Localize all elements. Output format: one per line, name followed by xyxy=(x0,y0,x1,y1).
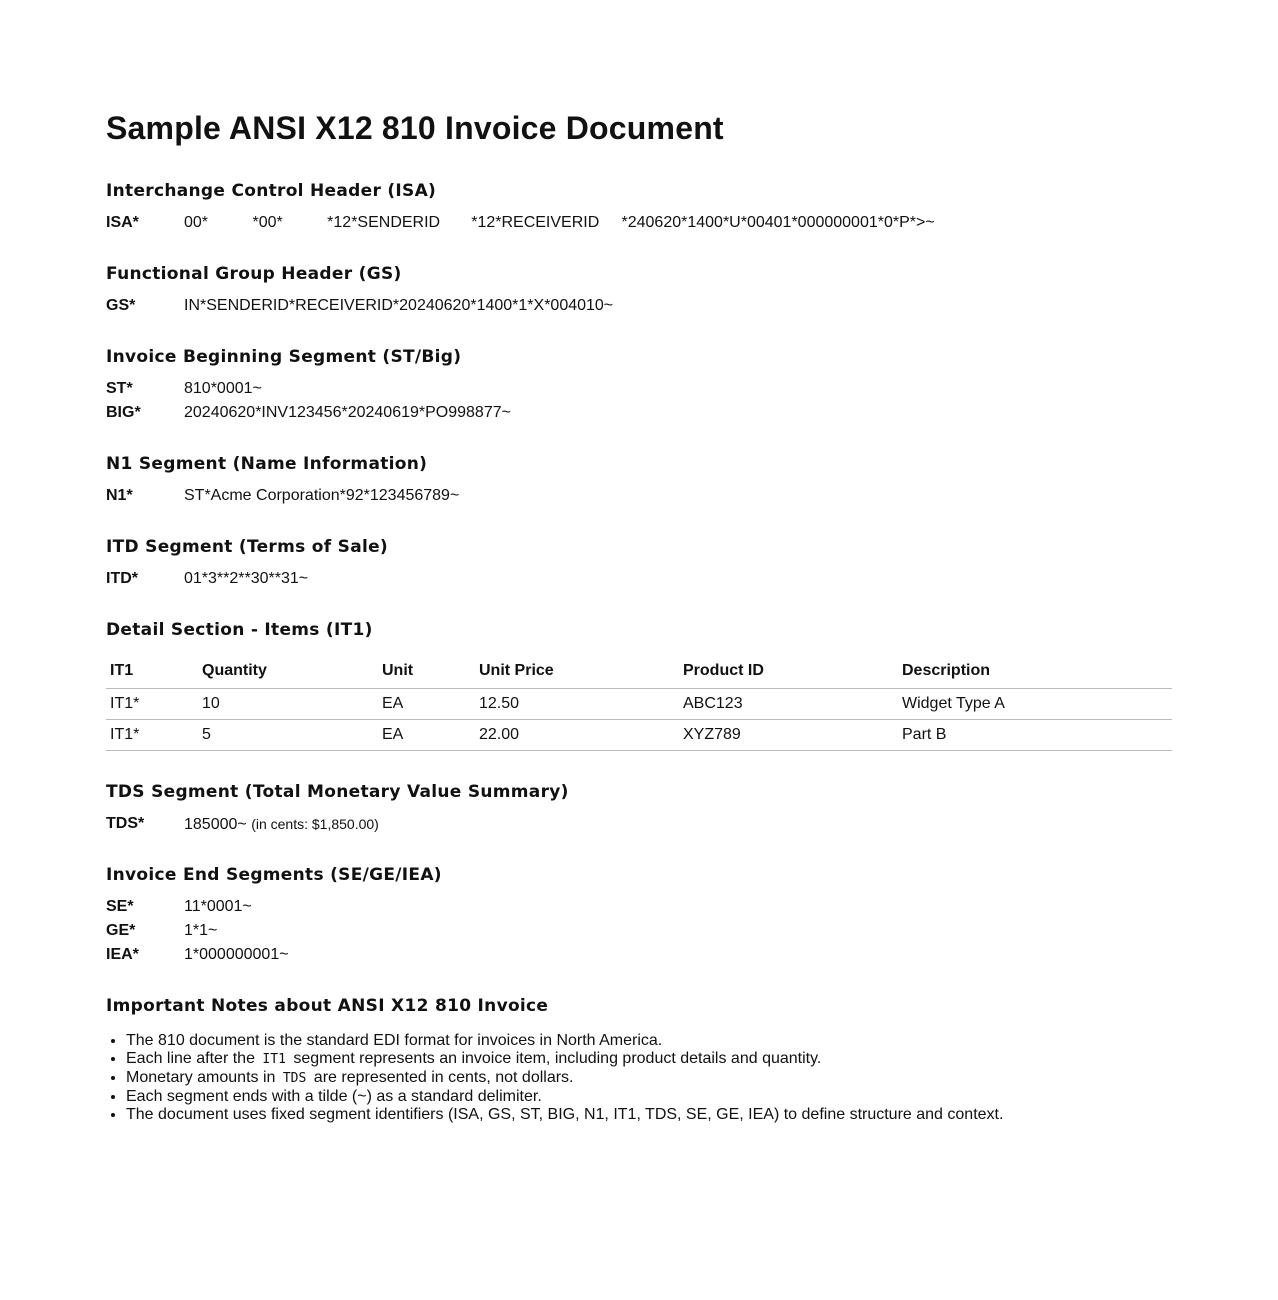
segment-id: ST* xyxy=(106,380,133,397)
segment-id: ITD* xyxy=(106,570,138,587)
section-title-st-big: Invoice Beginning Segment (ST/Big) xyxy=(106,347,462,367)
list-item xyxy=(126,1032,1186,1050)
segment-id: N1* xyxy=(106,487,133,504)
segment-id: IEA* xyxy=(106,946,139,963)
table-cell: IT1* xyxy=(106,689,198,720)
note-text: The 810 document is the standard EDI format for invoices in North America. xyxy=(126,1032,663,1049)
table-cell: IT1* xyxy=(106,720,198,751)
table-row xyxy=(106,689,1172,720)
note-text: Monetary amounts in xyxy=(126,1069,280,1086)
section-title-tds: TDS Segment (Total Monetary Value Summary) xyxy=(106,782,569,802)
list-item xyxy=(126,1050,1186,1069)
note-text: The document uses fixed segment identifiers (ISA, GS, ST, BIG, N1, IT1, TDS, SE, GE, IEA) to define structure and context. xyxy=(126,1106,1004,1123)
table-cell: 12.50 xyxy=(475,689,679,720)
section-title-detail: Detail Section - Items (IT1) xyxy=(106,620,373,640)
section-title-itd: ITD Segment (Terms of Sale) xyxy=(106,537,388,557)
segment-id: SE* xyxy=(106,898,134,915)
column-header: Quantity xyxy=(198,654,378,689)
segment-id: TDS* xyxy=(106,815,145,832)
note-text: Each line after the xyxy=(126,1050,260,1067)
segment-note: (in cents: $1,850.00) xyxy=(251,816,379,832)
inline-code: IT1 xyxy=(262,1052,286,1067)
table-cell: ABC123 xyxy=(679,689,898,720)
column-header: Unit Price xyxy=(475,654,679,689)
column-header: Description xyxy=(898,654,1172,689)
segment-value: 20240620*INV123456*20240619*PO998877~ xyxy=(184,404,511,421)
notes-list xyxy=(106,1032,1186,1124)
segment-value: 11*0001~ xyxy=(184,898,252,915)
segment-value: 01*3**2**30**31~ xyxy=(184,570,309,587)
segment-id: BIG* xyxy=(106,404,141,421)
items-table xyxy=(106,654,1172,751)
section-title-isa: Interchange Control Header (ISA) xyxy=(106,181,437,201)
table-cell: Widget Type A xyxy=(898,689,1172,720)
segment-id: GE* xyxy=(106,922,136,939)
table-cell: 10 xyxy=(198,689,378,720)
table-cell: XYZ789 xyxy=(679,720,898,751)
segment-value-group xyxy=(184,813,379,836)
table-cell: EA xyxy=(378,689,475,720)
note-text: are represented in cents, not dollars. xyxy=(309,1069,574,1086)
column-header: Product ID xyxy=(679,654,898,689)
column-header: IT1 xyxy=(106,654,198,689)
list-item xyxy=(126,1069,1186,1088)
table-row xyxy=(106,720,1172,751)
segment-value: 1*000000001~ xyxy=(184,946,289,963)
table-cell: Part B xyxy=(898,720,1172,751)
note-text: Each segment ends with a tilde (~) as a standard delimiter. xyxy=(126,1088,542,1105)
segment-value: IN*SENDERID*RECEIVERID*20240620*1400*1*X*004010~ xyxy=(184,297,614,314)
segment-value: 185000~ xyxy=(184,816,247,833)
segment-id: ISA* xyxy=(106,214,139,231)
note-text: segment represents an invoice item, including product details and quantity. xyxy=(288,1050,822,1067)
list-item xyxy=(126,1106,1186,1124)
section-title-n1: N1 Segment (Name Information) xyxy=(106,454,428,474)
table-cell: EA xyxy=(378,720,475,751)
inline-code: TDS xyxy=(282,1071,307,1086)
segment-value: 810*0001~ xyxy=(184,380,262,397)
section-title-gs: Functional Group Header (GS) xyxy=(106,264,402,284)
segment-value: 1*1~ xyxy=(184,922,218,939)
segment-value: 00* *00* *12*SENDERID *12*RECEIVERID *240620*1400*U*00401*000000001*0*P*>~ xyxy=(184,214,935,231)
segment-value: ST*Acme Corporation*92*123456789~ xyxy=(184,487,460,504)
page-title: Sample ANSI X12 810 Invoice Document xyxy=(106,110,724,146)
column-header: Unit xyxy=(378,654,475,689)
table-cell: 5 xyxy=(198,720,378,751)
table-cell: 22.00 xyxy=(475,720,679,751)
section-title-notes: Important Notes about ANSI X12 810 Invoice xyxy=(106,996,549,1016)
table-header-row xyxy=(106,654,1172,689)
segment-id: GS* xyxy=(106,297,136,314)
list-item xyxy=(126,1088,1186,1106)
section-title-end: Invoice End Segments (SE/GE/IEA) xyxy=(106,865,442,885)
